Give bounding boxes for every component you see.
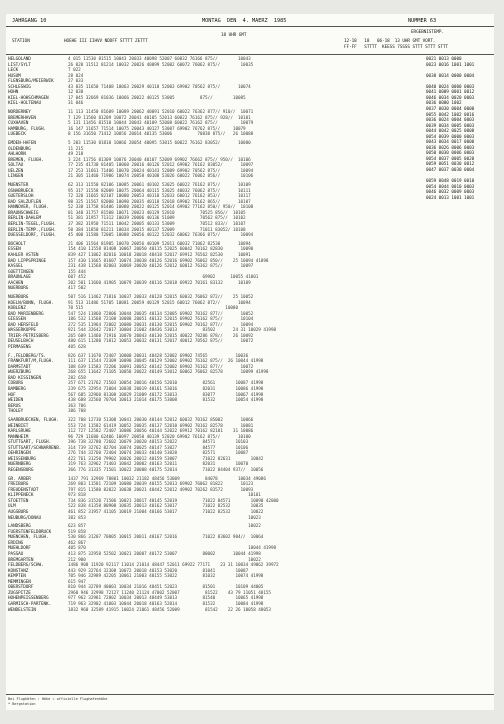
station-data: 112 727 12582 72407 10086 20056 40144 52022 69912 70162 82101 31 10086 bbox=[68, 429, 254, 435]
station-name: FREIBURG bbox=[8, 482, 29, 488]
station-data: 17 253 11661 71406 10070 20024 40143 52009 69902 70562 875// 10094 bbox=[68, 168, 254, 174]
station-name: HELGOLAND bbox=[8, 57, 31, 62]
station-data: 95 317 11558 82009 10075 20064 40115 53025 40032 76062 875// 10111 bbox=[68, 188, 251, 194]
station-name: HAMBURG, FLUGH. bbox=[8, 126, 47, 132]
station-name: LIST/SYLT bbox=[8, 62, 31, 68]
station-name: STOETTEN bbox=[8, 498, 29, 504]
station-name: NUERBURG bbox=[8, 295, 29, 300]
number-label: NUMMER 63 bbox=[408, 18, 437, 24]
station-name: BAD KISSINGEN bbox=[8, 375, 41, 381]
station-name: KASSEL bbox=[8, 264, 24, 270]
footer-note-1: Bei Flughäfen : Höhe = offizielle Flughafenhöhe bbox=[8, 697, 108, 701]
station-data: 49 218 bbox=[68, 152, 84, 158]
station-data: 366 776 31335 71501 10022 20008 40175 52014 71022 84404 937// 10056 bbox=[68, 467, 264, 473]
station-data: 111 637 11544 72309 10090 20045 40129 52002 69902 76162 875// 26 10044 41998 bbox=[68, 359, 264, 365]
station-name: LANDSBERG bbox=[8, 524, 31, 530]
right-column-value: 0046 0034 0020 0003 bbox=[426, 95, 475, 101]
station-data: 11 113 11450 81609 10089 20062 40091 52010 60022 76362 877// 910// 10071 bbox=[68, 110, 254, 116]
station-name: BERLIN-TEGEL,FLUGH. bbox=[8, 222, 57, 227]
station-data: 268 655 11642 71105 10058 20022 40149 53012 60062 76062 82578 10099 41998 bbox=[68, 370, 269, 376]
station-name: AHLHORN bbox=[8, 152, 26, 158]
station-name: WEINBIET bbox=[8, 423, 29, 429]
station-data: 7 022 bbox=[68, 68, 81, 74]
station-name: MUENCHEN, FLUGH. bbox=[8, 535, 49, 541]
station-data: 157 430 11665 81607 10074 20038 40126 52016 69902 76062 850// 25 10094 41098 bbox=[68, 258, 269, 264]
station-name: BAD SALZUFLEN bbox=[8, 199, 41, 205]
station-name: OSNABRUECK bbox=[8, 188, 34, 194]
date-text: MONTAG DEN 4. MAERZ 1985 bbox=[202, 18, 287, 24]
station-name: TRIER-PETRISBERG bbox=[8, 333, 49, 339]
station-data: 239 675 32954 71004 10038 20019 40161 53016 82031 10086 41998 bbox=[68, 387, 264, 392]
station-data: 52 338 11758 81406 10080 20022 40125 52014 69902 77162 850// 950// 10108 bbox=[68, 205, 254, 211]
station-data: 438 688 32560 70704 10013 21014 40175 53008 81532 10054 41998 bbox=[68, 398, 264, 404]
right-column-value: 0037 0030 0004 0000 bbox=[426, 106, 475, 112]
station-data: 265 609 11460 71916 10070 20043 40130 52015 40022 70286 878// 26 10092 bbox=[68, 333, 254, 339]
station-data: 43 035 11650 71408 10063 20029 40118 52003 69902 70562 875// 10074 bbox=[68, 84, 251, 90]
right-column-value: 0046 0032 0009 0003 bbox=[426, 190, 475, 196]
station-name: WEIDEN bbox=[8, 398, 24, 404]
station-name: BAD HERSFELD bbox=[8, 322, 39, 328]
station-data: 3 224 11756 81309 10076 20040 40107 52009 69902 76662 875// 950// 10106 bbox=[68, 157, 251, 163]
station-name: COBURG bbox=[8, 381, 24, 387]
station-data: 443 929 32764 32308 10072 20018 40153 53020 81041 10087 bbox=[68, 568, 249, 574]
right-column-value: 0050 0030 0006 0003 bbox=[426, 151, 475, 157]
station-name: KARLSRUHE bbox=[8, 429, 31, 435]
right-column-value: 0059 0051 0030 0012 bbox=[426, 162, 475, 168]
station-name: OLDENBURG bbox=[8, 146, 31, 152]
station-name: HUSUM bbox=[8, 73, 21, 79]
station-name: STUTTGART, FLUGH. bbox=[8, 440, 52, 446]
station-name: BRAUNSCHWEIG bbox=[8, 210, 39, 216]
station-data: 977 962 32981 72802 10034 20013 48449 53013 81540 10065 41998 bbox=[68, 596, 264, 602]
station-name: LUEBECK bbox=[8, 132, 26, 138]
right-column-value: 0038 0014 0000 0004 bbox=[426, 73, 475, 79]
station-data: 319 763 32962 71403 10042 20002 40163 52011 82031 10070 bbox=[68, 462, 249, 468]
station-name: HOHENPEISSENBERG bbox=[8, 596, 49, 602]
station-data: 81 348 31757 81508 10071 20023 40129 52010 70525 856// 10105 bbox=[68, 210, 246, 216]
station-name: HOF bbox=[8, 392, 16, 398]
station-data: 154 410 11558 81408 10067 20050 40115 52025 60042 70162 82830 10090 bbox=[68, 247, 254, 253]
station-data: 826 637 11670 72407 10000 20031 48428 52002 69902 74565 10036 bbox=[68, 353, 249, 359]
station-data: 7 129 11560 81209 10072 20041 40105 52013 60022 76162 875// 928// 10101 bbox=[68, 115, 251, 121]
station-data: 50 384 11850 81211 10034 20015 40137 52009 71011 83052/ 10108 bbox=[68, 227, 246, 233]
right-column-value: 0054 0039 0000 0003 bbox=[426, 134, 475, 140]
station-data: 547 524 11860 72006 10044 20035 40134 52005 69902 70162 877// 10052 bbox=[68, 311, 254, 317]
station-name: MEMMINGEN bbox=[8, 579, 31, 585]
station-data: 363 706 bbox=[68, 403, 86, 409]
station-name: DEUSELBACH bbox=[8, 339, 34, 345]
station-name: DARMSTADT bbox=[8, 364, 31, 370]
station-name: KOBLENZ bbox=[8, 306, 26, 312]
station-data: 507 516 11462 71816 10037 20033 40128 52015 60032 76062 872// 25 10052 bbox=[68, 295, 254, 300]
station-data: 77 235 41730 81405 10060 20016 40126 52012 69902 76162 83052/ 10097 bbox=[68, 163, 254, 169]
station-name: NORDERNEY bbox=[8, 110, 31, 116]
station-data: 8 156 31650 71412 10056 20014 40135 53006 70838 875// 26 10088 bbox=[68, 132, 254, 138]
right-column-value: 0036 0026 0006 0003 bbox=[426, 145, 475, 151]
station-data: 382 853 10023 bbox=[68, 515, 261, 521]
right-column-value: 0044 0042 0025 0008 bbox=[426, 129, 475, 135]
station-data: 1832 960 32589 41915 10024 21061 48456 52009 81542 22 26 10058 48053 bbox=[68, 607, 271, 613]
station-data: 31 046 bbox=[68, 101, 84, 107]
station-data: 810 944 32789 40003 10034 21016 48451 52023 81501 10109 44005 bbox=[68, 585, 264, 591]
station-name: EMDEN-HAFEN bbox=[8, 141, 36, 147]
station-name: WENDELSTEIN bbox=[8, 607, 36, 613]
station-name: MUEHLDORF bbox=[8, 546, 31, 552]
station-data: 607 452 69902 10055 41001 bbox=[68, 275, 259, 281]
station-data: 530 866 31207 70805 10015 20011 40167 52016 71022 83602 904// 10064 bbox=[68, 535, 264, 541]
station-data: 5 131 11456 81510 10044 20043 40109 52008 60022 76162 875// 10079 bbox=[68, 121, 254, 127]
station-data: 96 729 11680 62406 10097 20050 40139 52020 69902 76162 875// 10100 bbox=[68, 434, 251, 440]
station-data: 16 147 11657 71514 10075 20043 40127 53007 69902 76762 875// 10079 bbox=[68, 126, 246, 132]
station-data: 5 203 11530 81810 10066 20054 40095 53015 60022 76162 83052/ 10080 bbox=[68, 141, 251, 147]
station-data: 567 685 32960 81308 10029 21009 40172 53013 83077 10067 41998 bbox=[68, 392, 264, 398]
station-name: ULM bbox=[8, 504, 16, 510]
station-data: 405 870 10044 41998 bbox=[68, 546, 277, 552]
station-name: BERLIN-DAHLEM bbox=[8, 216, 41, 222]
year-label: JAHRGANG 10 bbox=[12, 18, 47, 24]
station-name: HANNOVER, FLUGH. bbox=[8, 205, 49, 211]
station-data: 17 045 32669 81036 10066 20022 40125 53005 875// 10085 bbox=[68, 95, 246, 101]
station-data: 108 639 11583 72206 10091 20052 40142 52002 69902 76162 877// 10072 bbox=[68, 364, 254, 370]
station-name: GR. ARBER bbox=[8, 476, 31, 482]
station-name: BERLIN-TEMP.,FLUGH. bbox=[8, 227, 57, 233]
station-data: 386 708 bbox=[68, 409, 86, 415]
station-data: 719 963 32982 41003 10044 20018 40163 52014 81532 10084 41998 bbox=[68, 601, 264, 607]
col-time-label: 18 UHR GMT bbox=[221, 33, 247, 38]
station-data: 322 708 12730 51308 10041 20030 40144 52012 60032 70162 85002 10066 bbox=[68, 417, 254, 423]
top-rule bbox=[6, 26, 494, 27]
station-name: MANNHEIM bbox=[8, 434, 29, 440]
station-name: NUERBURG bbox=[8, 286, 29, 292]
station-name: GARMISCH-PARTENK. bbox=[8, 601, 52, 607]
station-name: NEUBURG/DONAU bbox=[8, 515, 41, 521]
station-name: BAD LIPPSPRINGE bbox=[8, 258, 47, 264]
bottom-rule bbox=[6, 694, 494, 695]
station-data: 1437 791 32969 78801 10032 21182 48456 53009 84078 10034 49086 bbox=[68, 476, 266, 482]
station-data: 396 738 32780 72602 10079 20020 40153 52022 84571 10103 bbox=[68, 440, 249, 446]
station-name: PIRMASENS bbox=[8, 344, 31, 350]
station-data: 27 033 bbox=[68, 79, 84, 85]
col-codes-label: HOEHE III IIHVV NDDFF STTTT ZETTT bbox=[64, 39, 148, 44]
station-data: 269 803 11581 72109 10080 20039 40155 52013 69902 76062 81822 10123 bbox=[68, 482, 254, 488]
station-name: BOCHOLT bbox=[8, 241, 26, 247]
station-name: AUGSBURG bbox=[8, 509, 29, 515]
station-data: 314 739 32762 82704 10074 20025 40147 53027 84577 10106 bbox=[68, 445, 249, 451]
right-column-value: 0036 0000 1002 bbox=[426, 101, 462, 107]
station-name: FLENSBURG/MEIERWIK bbox=[8, 79, 54, 85]
col-range-label: 12-18 18 06-18 13 UHR GMT VORT. bbox=[344, 39, 436, 44]
station-name: ERDING bbox=[8, 540, 24, 546]
station-data: 4 015 11530 81515 10043 20033 40098 52007 60032 76166 875// 10043 bbox=[68, 57, 251, 62]
station-data: 28 024 bbox=[68, 73, 84, 79]
station-name: BERUS bbox=[8, 403, 21, 409]
station-data: 272 535 11964 72002 10080 20031 40130 52015 69902 70162 877// 10094 bbox=[68, 322, 254, 328]
station-data: 357 671 21762 71503 10054 20016 40156 52010 82561 10087 41998 bbox=[68, 381, 264, 387]
station-name: BRAUNLAGE bbox=[8, 275, 31, 281]
col-ergeb-label: ERGEBNISTEMP. bbox=[411, 30, 444, 35]
station-data: 413 875 32958 52502 10021 20007 40172 53007 80002 10044 41998 bbox=[68, 552, 261, 557]
station-name: KONSTANZ bbox=[8, 568, 29, 574]
station-name: KEMPTEN bbox=[8, 574, 26, 580]
station-name: BREMEN, FLUGH. bbox=[8, 157, 44, 163]
station-name: LINGEN bbox=[8, 174, 24, 180]
station-name: BREMGARTEN bbox=[8, 557, 34, 563]
weather-report-sheet bbox=[6, 14, 494, 710]
station-data: 2960 946 32998 72127 11240 21124 47002 52007 81522 43 79 11051 48155 bbox=[68, 590, 271, 596]
station-name: KAHLER ASTEN bbox=[8, 252, 39, 258]
right-column-value: 0021 0013 0000 bbox=[426, 57, 462, 62]
station-name: OBERSTDORF bbox=[8, 585, 34, 591]
station-data: 202 501 11660 41905 10079 20039 40116 52018 69922 70161 83132 10109 bbox=[68, 280, 251, 286]
station-data: 973 818 10101 bbox=[68, 493, 261, 499]
station-name: F.,FELDBERG/TS. bbox=[8, 353, 47, 359]
station-name: CUXHAVEN bbox=[8, 121, 29, 127]
station-name: KLIPPENECK bbox=[8, 493, 34, 499]
station-data: 462 867 bbox=[68, 540, 86, 546]
right-column-value: 0040 0024 0000 0003 bbox=[426, 84, 475, 90]
station-data: 615 947 bbox=[68, 579, 86, 585]
station-data: 839 427 11062 82016 10018 20018 48418 52017 69912 76562 82530 10091 bbox=[68, 252, 251, 258]
station-data: 734 836 31520 71506 10021 20017 40145 52019 71022 84571 10090 42000 bbox=[68, 498, 279, 504]
station-name: REGENSBURG bbox=[8, 467, 34, 473]
header-rule bbox=[6, 54, 494, 55]
station-data: 422 761 31250 79902 10026 20012 40159 53007 71022 82631 10042 bbox=[68, 456, 264, 462]
station-name: OEHRINGEN bbox=[8, 451, 31, 457]
station-name: STUTTGART/SCHNARRENB. bbox=[8, 445, 62, 451]
right-column-value: 0036 0024 0004 0003 bbox=[426, 118, 475, 124]
station-data: 62 313 11550 82106 10085 20061 40102 53025 60022 76162 875// 10109 bbox=[68, 183, 251, 189]
station-name: GIESSEN bbox=[8, 317, 26, 323]
station-name: MUENSTER bbox=[8, 183, 29, 189]
station-name: UELZEN bbox=[8, 168, 24, 174]
station-name: HOHN bbox=[8, 90, 19, 96]
right-column-value: 0047 0037 0030 0004 bbox=[426, 168, 475, 173]
station-data: 21 305 11460 71906 10074 20058 40108 53026 60022 76062 856// 10106 bbox=[68, 174, 254, 180]
station-data: 11 215 bbox=[68, 146, 84, 152]
station-name: NUERNBERG bbox=[8, 462, 31, 468]
right-column-value: 0024 0013 1001 1001 bbox=[426, 195, 475, 201]
station-data: 405 628 bbox=[68, 344, 86, 350]
station-data: 26 020 11512 81214 10032 20026 40099 52002 60072 76062 875// 10035 bbox=[68, 62, 254, 68]
station-name: GOETTINGEN bbox=[8, 269, 34, 275]
station-name: SAARBRUECKEN, FLUGH. bbox=[8, 417, 59, 423]
station-data: 51 381 31957 71312 10039 20006 40136 51009 70562 875// 10102 bbox=[68, 216, 246, 222]
station-name: ZUGSPITZE bbox=[8, 590, 31, 596]
station-name: SCHLESWIG bbox=[8, 84, 31, 90]
station-name: SOLTAU bbox=[8, 163, 24, 169]
station-data: 480 615 11280 71812 10053 20032 40131 52017 40012 70562 875// 10072 bbox=[68, 339, 254, 345]
station-data: 212 900 10022 bbox=[68, 557, 261, 563]
station-data: 91 513 11486 51705 10081 20059 40129 52015 60012 76062 872// 10094 bbox=[68, 300, 251, 306]
station-data: 98 325 11567 82008 10090 20035 40118 52018 69902 76162 865// 10107 bbox=[68, 199, 251, 205]
station-data: 37 382 31950 71511 10042 20005 40133 53009 70512 833// 10107 bbox=[68, 222, 246, 227]
station-name: GUETERSLOH bbox=[8, 194, 34, 200]
right-column-value: 0055 0042 1002 0016 bbox=[426, 112, 475, 118]
station-name: WEISSENBURG bbox=[8, 456, 36, 462]
station-name: PASSAU bbox=[8, 552, 24, 557]
footer-note-2: * Bergstation bbox=[8, 702, 36, 706]
station-data: 797 815 11580 82022 10038 20021 48442 52012 49902 70262 83572 10093 bbox=[68, 487, 254, 493]
right-column-value: 0039 0034 0005 0003 bbox=[426, 123, 475, 129]
station-data: 519 858 bbox=[68, 529, 86, 535]
station-data: 417 502 bbox=[68, 286, 86, 292]
station-data: 231 438 11568 82003 10069 20020 40126 52012 60012 76362 875// 10097 bbox=[68, 264, 254, 270]
station-data: 21 406 11564 81905 10070 20056 40109 52011 60032 71062 82530 10094 bbox=[68, 241, 251, 247]
station-name: AACHEN bbox=[8, 280, 24, 286]
station-name: THOLEY bbox=[8, 409, 24, 415]
station-data: 553 724 11582 61419 10052 20035 40137 52010 69902 70162 82578 10081 bbox=[68, 423, 254, 429]
station-data: 921 544 32642 72017 10004 21002 48436 53013 83502 24 31 10029 41998 bbox=[68, 328, 277, 334]
right-column-value: 0059 0048 0019 0010 bbox=[426, 179, 475, 185]
station-data: 461 852 31957 41105 10019 21004 40166 53017 71022 82532 10022 bbox=[68, 509, 264, 515]
station-data: 12 038 bbox=[68, 90, 84, 96]
station-data: 276 744 32760 72404 10074 20033 40140 53020 82571 10087 bbox=[68, 451, 249, 457]
station-data: 70 515 10080 bbox=[68, 306, 238, 312]
station-name: FREUDENSTADT bbox=[8, 487, 39, 493]
station-data: 72 320 11665 82107 10080 20053 40118 52033 60012 76162 853// 10117 bbox=[68, 194, 251, 200]
station-name: ESSEN bbox=[8, 247, 21, 253]
station-name: KIEL-HOHSCHMAGEN bbox=[8, 95, 49, 101]
station-data: 1486 908 11920 92117 11014 21014 48447 52011 69922 77171 23 31 10034 49062 39972 bbox=[68, 563, 279, 569]
station-name: KIEL-HOLTENAU bbox=[8, 101, 41, 107]
station-data: 186 532 11568 72108 10088 20051 40132 52015 69902 76162 875// 10104 bbox=[68, 317, 254, 323]
station-name: WUERZBURG bbox=[8, 370, 31, 376]
station-name: BREMERHAVEN bbox=[8, 115, 36, 121]
station-name: DUESSELDORF, FLUGH. bbox=[8, 233, 57, 239]
right-column-value: 0054 0037 0005 0020 bbox=[426, 156, 475, 162]
right-column-value: 0041 0009 0001 0012 bbox=[426, 90, 475, 96]
col-station-label: STATION bbox=[12, 39, 30, 44]
station-data: 45 400 11580 72005 10088 20056 40122 52032 60062 76366 875// 10094 bbox=[68, 233, 254, 239]
station-name: FELDBERG/SCHW. bbox=[8, 563, 44, 569]
station-data: 282 658 bbox=[68, 375, 86, 381]
station-name: BAD MARIENBERG bbox=[8, 311, 44, 317]
right-column-value: 0023 0016 1001 1001 bbox=[426, 62, 475, 68]
station-data: 155 444 bbox=[68, 269, 86, 275]
station-name: FUERSTENFELDBRUCK bbox=[8, 529, 52, 535]
station-name: WASSERKUPPE bbox=[8, 328, 36, 334]
station-data: 522 838 41358 80900 10035 20013 40162 53017 71022 82532 10035 bbox=[68, 504, 264, 510]
right-column-value: 0054 0044 0010 0003 bbox=[426, 184, 475, 190]
station-data: 623 857 10022 bbox=[68, 524, 261, 530]
station-data: 705 946 32989 42205 10061 21003 40155 53022 81032 10074 41998 bbox=[68, 574, 264, 580]
station-name: LECK bbox=[8, 68, 19, 74]
col-last-label: FF-FF STTTT KEESS 7SSSS STTT STTT STTT bbox=[344, 45, 449, 50]
right-column-value: 0043 0034 0017 0000 bbox=[426, 140, 475, 146]
station-name: KOELN/BONN, FLUGH. bbox=[8, 300, 54, 306]
station-name: FRANKFURT/M,FLUGH. bbox=[8, 359, 54, 365]
station-name: BAMBERG bbox=[8, 387, 26, 392]
